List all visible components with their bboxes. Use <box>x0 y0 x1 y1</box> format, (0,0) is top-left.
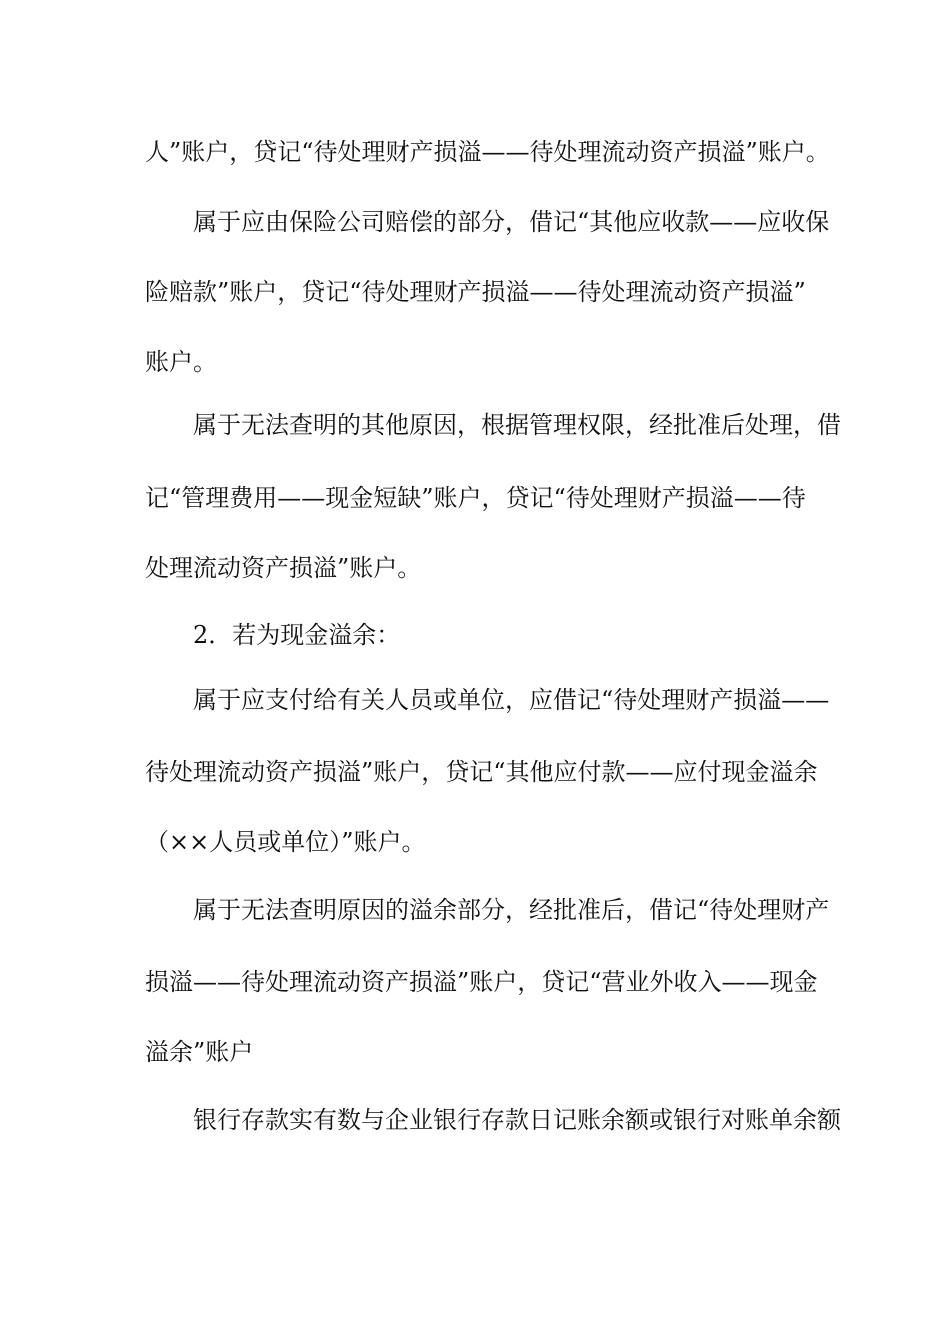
text-line: 人”账户，贷记“待处理财产损溢——待处理流动资产损溢”账户。 <box>145 138 830 166</box>
text-line: 险赔款”账户，贷记“待处理财产损溢——待处理流动资产损溢” <box>145 278 806 306</box>
text-line: 处理流动资产损溢”账户。 <box>145 554 422 582</box>
text-line: （××人员或单位）”账户。 <box>145 828 426 856</box>
text-line: 溢余”账户 <box>145 1038 254 1066</box>
text-line: 待处理流动资产损溢”账户，贷记“其他应付款——应付现金溢余 <box>145 758 818 786</box>
text-line: 记“管理费用——现金短缺”账户，贷记“待处理财产损溢——待 <box>145 484 806 512</box>
text-line: 属于无法查明的其他原因，根据管理权限，经批准后处理，借 <box>193 411 841 439</box>
text-line: 账户。 <box>145 348 217 376</box>
text-line: 损溢——待处理流动资产损溢”账户，贷记“营业外收入——现金 <box>145 968 818 996</box>
text-line: 属于应由保险公司赔偿的部分，借记“其他应收款——应收保 <box>193 208 830 236</box>
text-line: 2．若为现金溢余： <box>193 621 401 649</box>
text-line: 属于应支付给有关人员或单位，应借记“待处理财产损溢—— <box>193 686 830 714</box>
text-line: 属于无法查明原因的溢余部分，经批准后，借记“待处理财产 <box>193 896 830 924</box>
text-line: 银行存款实有数与企业银行存款日记账余额或银行对账单余额 <box>193 1106 841 1134</box>
